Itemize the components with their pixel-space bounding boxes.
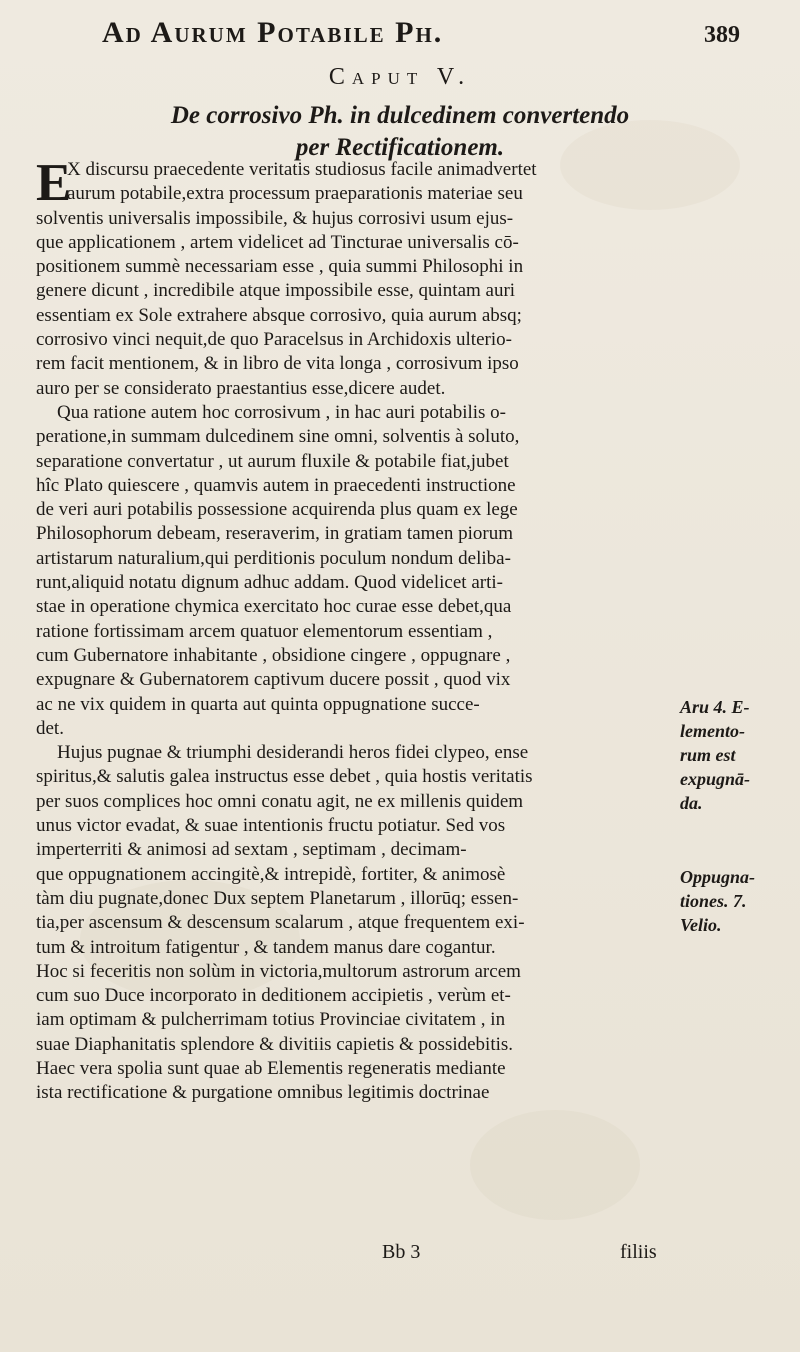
- text-line: Hoc si feceritis non solùm in victoria,multorum astrorum arcem: [36, 960, 521, 982]
- main-text: [36, 154, 682, 1106]
- signature-mark: Bb 3: [382, 1241, 421, 1263]
- catchword: filiis: [620, 1241, 657, 1263]
- text-line: aurum potabile,extra processum praeparationis materiae seu: [67, 183, 523, 205]
- paper-stain: [470, 1110, 640, 1220]
- text-line: expugnare & Gubernatorem captivum ducere possit , quod vix: [36, 669, 511, 691]
- margin-note: tiones. 7.: [680, 891, 747, 911]
- text-line: tia,per ascensum & descensum scalarum , atque frequentem exi-: [36, 912, 525, 934]
- text-line: det.: [36, 717, 64, 739]
- text-line: imperterriti & animosi ad sextam , septimam , decimam-: [36, 839, 467, 861]
- text-line: cum Gubernatore inhabitante , obsidione cingere , oppugnare ,: [36, 644, 511, 666]
- text-line: peratione,in summam dulcedinem sine omni, solventis à soluto,: [36, 426, 520, 448]
- margin-note: rum est: [680, 745, 736, 765]
- text-line: rem facit mentionem, & in libro de vita longa , corrosivum ipso: [36, 353, 519, 375]
- section-heading-line-1: De corrosivo Ph. in dulcedinem convertendo: [170, 102, 630, 129]
- margin-note: lemento-: [680, 721, 745, 741]
- text-line: separatione convertatur , ut aurum fluxile & potabile fiat,jubet: [36, 450, 509, 472]
- text-line: ac ne vix quidem in quarta aut quinta oppugnatione succe-: [36, 693, 480, 715]
- drop-cap: E: [36, 154, 72, 212]
- text-line: hîc Plato quiescere , quamvis autem in praecedenti instructione: [36, 474, 516, 496]
- text-line: solventis universalis impossibile, & hujus corrosivi usum ejus-: [36, 207, 514, 229]
- margin-note: Aru 4. E-: [680, 697, 750, 717]
- page-number: 389: [704, 22, 740, 48]
- running-title: Ad Aurum Potabile Ph.: [102, 16, 444, 49]
- text-line: tum & introitum fatigentur , & tandem manus dare cogantur.: [36, 936, 496, 958]
- page-footer: [0, 1241, 800, 1271]
- section-heading-line-2: per Rectificationem.: [295, 134, 505, 161]
- text-line: spiritus,& salutis galea instructus esse debet , quia hostis veritatis: [36, 766, 533, 788]
- text-line: essentiam ex Sole extrahere absque corrosivo, quia aurum absq;: [36, 304, 522, 326]
- text-line: ratione fortissimam arcem quatuor elementorum essentiam ,: [36, 620, 493, 642]
- section-heading: [0, 100, 800, 164]
- text-line: iam optimam & pulcherrimam totius Provinciae civitatem , in: [36, 1009, 506, 1031]
- text-line: ista rectificatione & purgatione omnibus legitimis doctrinae: [36, 1082, 490, 1104]
- text-line: que applicationem , artem videlicet ad Tincturae universalis cō-: [36, 231, 519, 253]
- margin-note: da.: [680, 793, 703, 813]
- text-line: per suos complices hoc omni conatu agit, ne ex millenis quidem: [36, 790, 524, 812]
- text-line: genere dicunt , incredibile atque impossibile esse, quintam auri: [36, 280, 516, 302]
- text-line: stae in operatione chymica exercitato hoc curae esse debet,qua: [36, 596, 512, 618]
- text-line: Haec vera spolia sunt quae ab Elementis regeneratis mediante: [36, 1057, 506, 1079]
- chapter-heading: Caput V.: [328, 64, 472, 90]
- text-line: cum suo Duce incorporato in deditionem accipietis , verùm et-: [36, 985, 511, 1007]
- text-line: auro per se considerato praestantius esse,dicere audet.: [36, 377, 446, 399]
- text-line: unus victor evadat, & suae intentionis fructu potiatur. Sed vos: [36, 815, 506, 837]
- text-line: Philosophorum debeam, reseraverim, in gratiam tamen piorum: [36, 523, 513, 545]
- margin-note: Velio.: [680, 915, 722, 935]
- text-line: tàm diu pugnate,donec Dux septem Planetarum , illorūq; essen-: [36, 887, 519, 909]
- text-line: Hujus pugnae & triumphi desiderandi heros fidei clypeo, ense: [57, 742, 529, 764]
- margin-note: expugnā-: [680, 769, 751, 789]
- text-line: artistarum naturalium,qui perditionis poculum nondum deliba-: [36, 547, 511, 569]
- text-line: corrosivo vinci nequit,de quo Paracelsus in Archidoxis ulterio-: [36, 329, 512, 351]
- text-line: Qua ratione autem hoc corrosivum , in hac auri potabilis o-: [57, 401, 507, 423]
- text-line: que oppugnationem accingitè,& intrepidè, fortiter, & animosè: [36, 863, 506, 885]
- text-line: de veri auri potabilis possessione acquirenda plus quam ex lege: [36, 499, 518, 521]
- text-line: positionem summè necessariam esse , quia summi Philosophi in: [36, 256, 524, 278]
- text-line-content: X discursu praecedente veritatis studiosus facile animadvertet: [67, 159, 537, 180]
- text-line: suae Diaphanitatis splendore & divitiis capietis & possidebitis.: [36, 1033, 514, 1055]
- text-line: runt,aliquid notatu dignum adhuc addam. Quod videlicet arti-: [36, 572, 503, 594]
- running-head: [0, 14, 800, 62]
- margin-note: Oppugna-: [680, 867, 756, 887]
